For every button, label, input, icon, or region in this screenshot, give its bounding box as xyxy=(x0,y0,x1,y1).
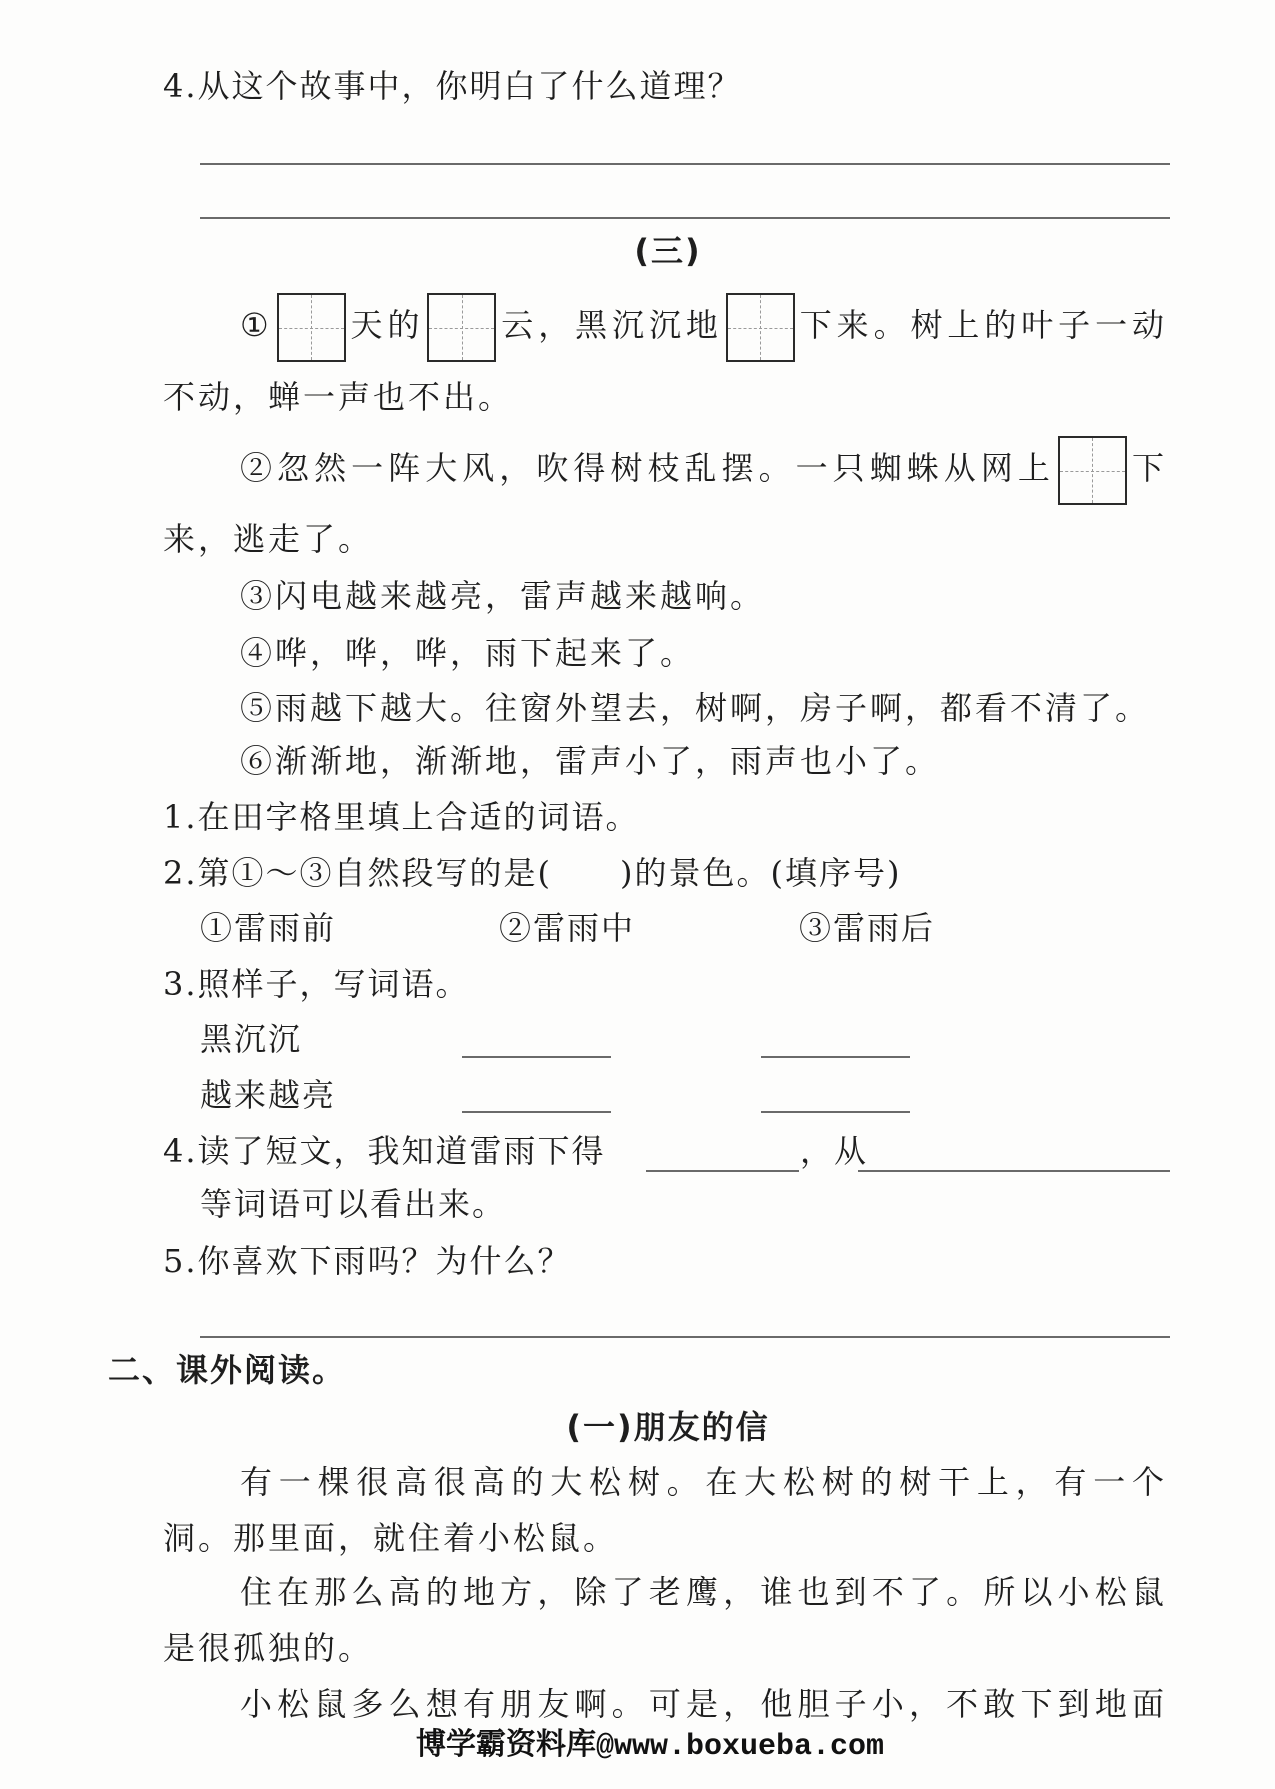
paragraph-4: ④哗，哗，哗，雨下起来了。 xyxy=(240,634,696,672)
question-2-option: ②雷雨中 xyxy=(499,909,636,947)
question-1: 1.在田字格里填上合适的词语。 xyxy=(163,798,640,836)
question-4-text: ，从 xyxy=(800,1132,869,1170)
blank-line xyxy=(462,1056,611,1058)
reading-line: 住在那么高的地方，除了老鹰，谁也到不了。所以小松鼠 xyxy=(240,1573,1167,1611)
paragraph-text: 云，黑沉沉地 xyxy=(499,306,723,344)
reading-line: 小松鼠多么想有朋友啊。可是，他胆子小，不敢下到地面 xyxy=(240,1685,1167,1723)
answer-line xyxy=(200,217,1170,219)
watermark: 博学霸资料库@www.boxueba.com xyxy=(415,1730,885,1764)
blank-line xyxy=(858,1170,1170,1172)
question-5: 5.你喜欢下雨吗？为什么？ xyxy=(163,1242,572,1280)
question-4: 4.读了短文，我知道雷雨下得 xyxy=(163,1132,606,1170)
paragraph-1 xyxy=(240,290,1167,362)
tianzige-box xyxy=(277,293,346,362)
paragraph-1-continued: 不动，蝉一声也不出。 xyxy=(163,378,514,416)
question-3-example: 黑沉沉 xyxy=(200,1020,303,1058)
reading-line: 洞。那里面，就住着小松鼠。 xyxy=(163,1519,619,1557)
passage-3-title: (三) xyxy=(634,232,702,270)
question-2: 2.第①～③自然段写的是( )的景色。(填序号) xyxy=(163,854,902,892)
paragraph-2 xyxy=(240,433,1167,505)
section-heading: 二、课外阅读。 xyxy=(108,1351,347,1389)
paragraph-text: ②忽然一阵大风，吹得树枝乱摆。一只蜘蛛从网上 xyxy=(240,449,1055,487)
paragraph-text: 下 xyxy=(1129,449,1167,487)
paragraph-5: ⑤雨越下越大。往窗外望去，树啊，房子啊，都看不清了。 xyxy=(240,689,1151,727)
paragraph-text: 下来。树上的叶子一动 xyxy=(797,306,1167,344)
reading-line: 有一棵很高很高的大松树。在大松树的树干上，有一个 xyxy=(240,1463,1167,1501)
tianzige-box xyxy=(427,293,496,362)
blank-line xyxy=(761,1056,910,1058)
question-4-lesson: 4.从这个故事中，你明白了什么道理？ xyxy=(163,67,742,105)
question-3: 3.照样子，写词语。 xyxy=(163,965,470,1003)
passage-title: (一)朋友的信 xyxy=(566,1408,770,1446)
paragraph-3: ③闪电越来越亮，雷声越来越响。 xyxy=(240,577,766,615)
reading-line: 是很孤独的。 xyxy=(163,1629,374,1667)
question-3-example: 越来越亮 xyxy=(200,1076,337,1114)
tianzige-box xyxy=(1058,436,1127,505)
blank-line xyxy=(761,1111,910,1113)
question-2-option: ③雷雨后 xyxy=(799,909,936,947)
blank-line xyxy=(646,1170,799,1172)
blank-line xyxy=(462,1111,611,1113)
paragraph-number: ① xyxy=(240,306,274,344)
answer-line xyxy=(200,163,1170,165)
paragraph-6: ⑥渐渐地，渐渐地，雷声小了，雨声也小了。 xyxy=(240,742,941,780)
question-2-option: ①雷雨前 xyxy=(200,909,337,947)
answer-line xyxy=(200,1336,1170,1338)
paragraph-text: 天的 xyxy=(348,306,425,344)
question-4-continued: 等词语可以看出来。 xyxy=(200,1185,507,1223)
tianzige-box xyxy=(726,293,795,362)
paragraph-2-continued: 来，逃走了。 xyxy=(163,520,374,558)
